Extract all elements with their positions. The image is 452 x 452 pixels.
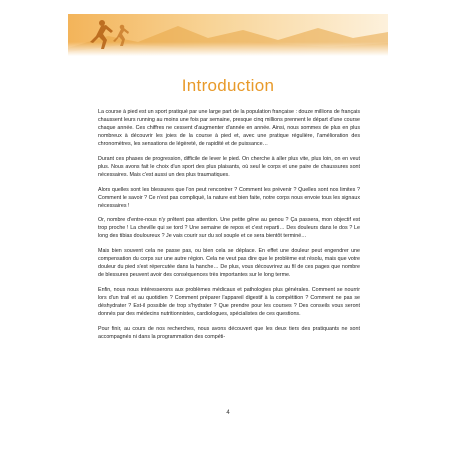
paragraph: La course à pied est un sport pratiqué par une large part de la population française : douze millions de français chaussent leurs running au moins une fois par semaine, presque cinq millions prennent le départ d'une course chaque année. Ces chiffres ne cessent d'augmenter d'année en année. Ainsi, nous sommes de plus en plus nombreux à découvrir les joies de la course à pied et, avec une pratique régulière, l'amélioration des chronomètres, les sensations de légèreté, de rapidité et de puissance… <box>98 109 360 148</box>
body-text <box>98 108 360 347</box>
paragraph: Enfin, nous nous intéresserons aux problèmes médicaux et pathologies plus générales. Comment se nourrir lors d'un trail et au quotidien ? Comment préparer l'appareil digestif à la compétition ? Comment ne pas se déshydrater ? Est-il possible de trop s'hydrater ? Que prendre pour les courses ? Des conseils vous seront donnés par des médecins nutritionnistes, cardiologues, spécialistes de ces questions. <box>98 286 360 317</box>
page-title: Introduction <box>181 76 275 95</box>
paragraph: Or, nombre d'entre-nous n'y prêtent pas attention. Une petite gêne au genou ? Ça passera, mon objectif est trop proche ! La cheville qui se tord ? Une semaine de repos et c'est reparti… Des douleurs dans le dos ? Le long des tibias douloureux ? Je vais courir sur du sol souple et ce sera bientôt terminé… <box>98 217 360 240</box>
page-number: 4 <box>226 410 230 416</box>
header-banner <box>68 14 388 56</box>
paragraph: Pour finir, au cours de nos recherches, nous avons découvert que les deux tiers des pratiquants ne sont accompagnés ni dans la programmation des compéti- <box>98 325 360 340</box>
book-page <box>68 14 388 452</box>
paragraph: Durant ces phases de progression, difficile de lever le pied. On cherche à aller plus vite, plus loin, on en veut plus. Nous avons fait le choix d'un sport des plus plaisants, où seul le corps et une paire de chaussures sont nécessaires. Mais c'est aussi un des plus traumatiques. <box>98 155 360 178</box>
paragraph: Mais bien souvent cela ne passe pas, ou bien cela se déplace. En effet une douleur peut engendrer une compensation du corps sur une autre région. Cela ne veut pas dire que le problème est résolu, mais que votre douleur du pied s'est répercutée dans la hanche… De plus, vous découvrirez au fil de ces pages que nombre de blessures peuvent avoir des conséquences très importantes sur le long terme. <box>98 248 360 279</box>
paragraph: Alors quelles sont les blessures que l'on peut rencontrer ? Comment les prévenir ? Quelles sont nos limites ? Comment le savoir ? Ce n'est pas compliqué, la nature est bien faite, notre corps nous envoie tous les signaux nécessaires ! <box>98 186 360 209</box>
